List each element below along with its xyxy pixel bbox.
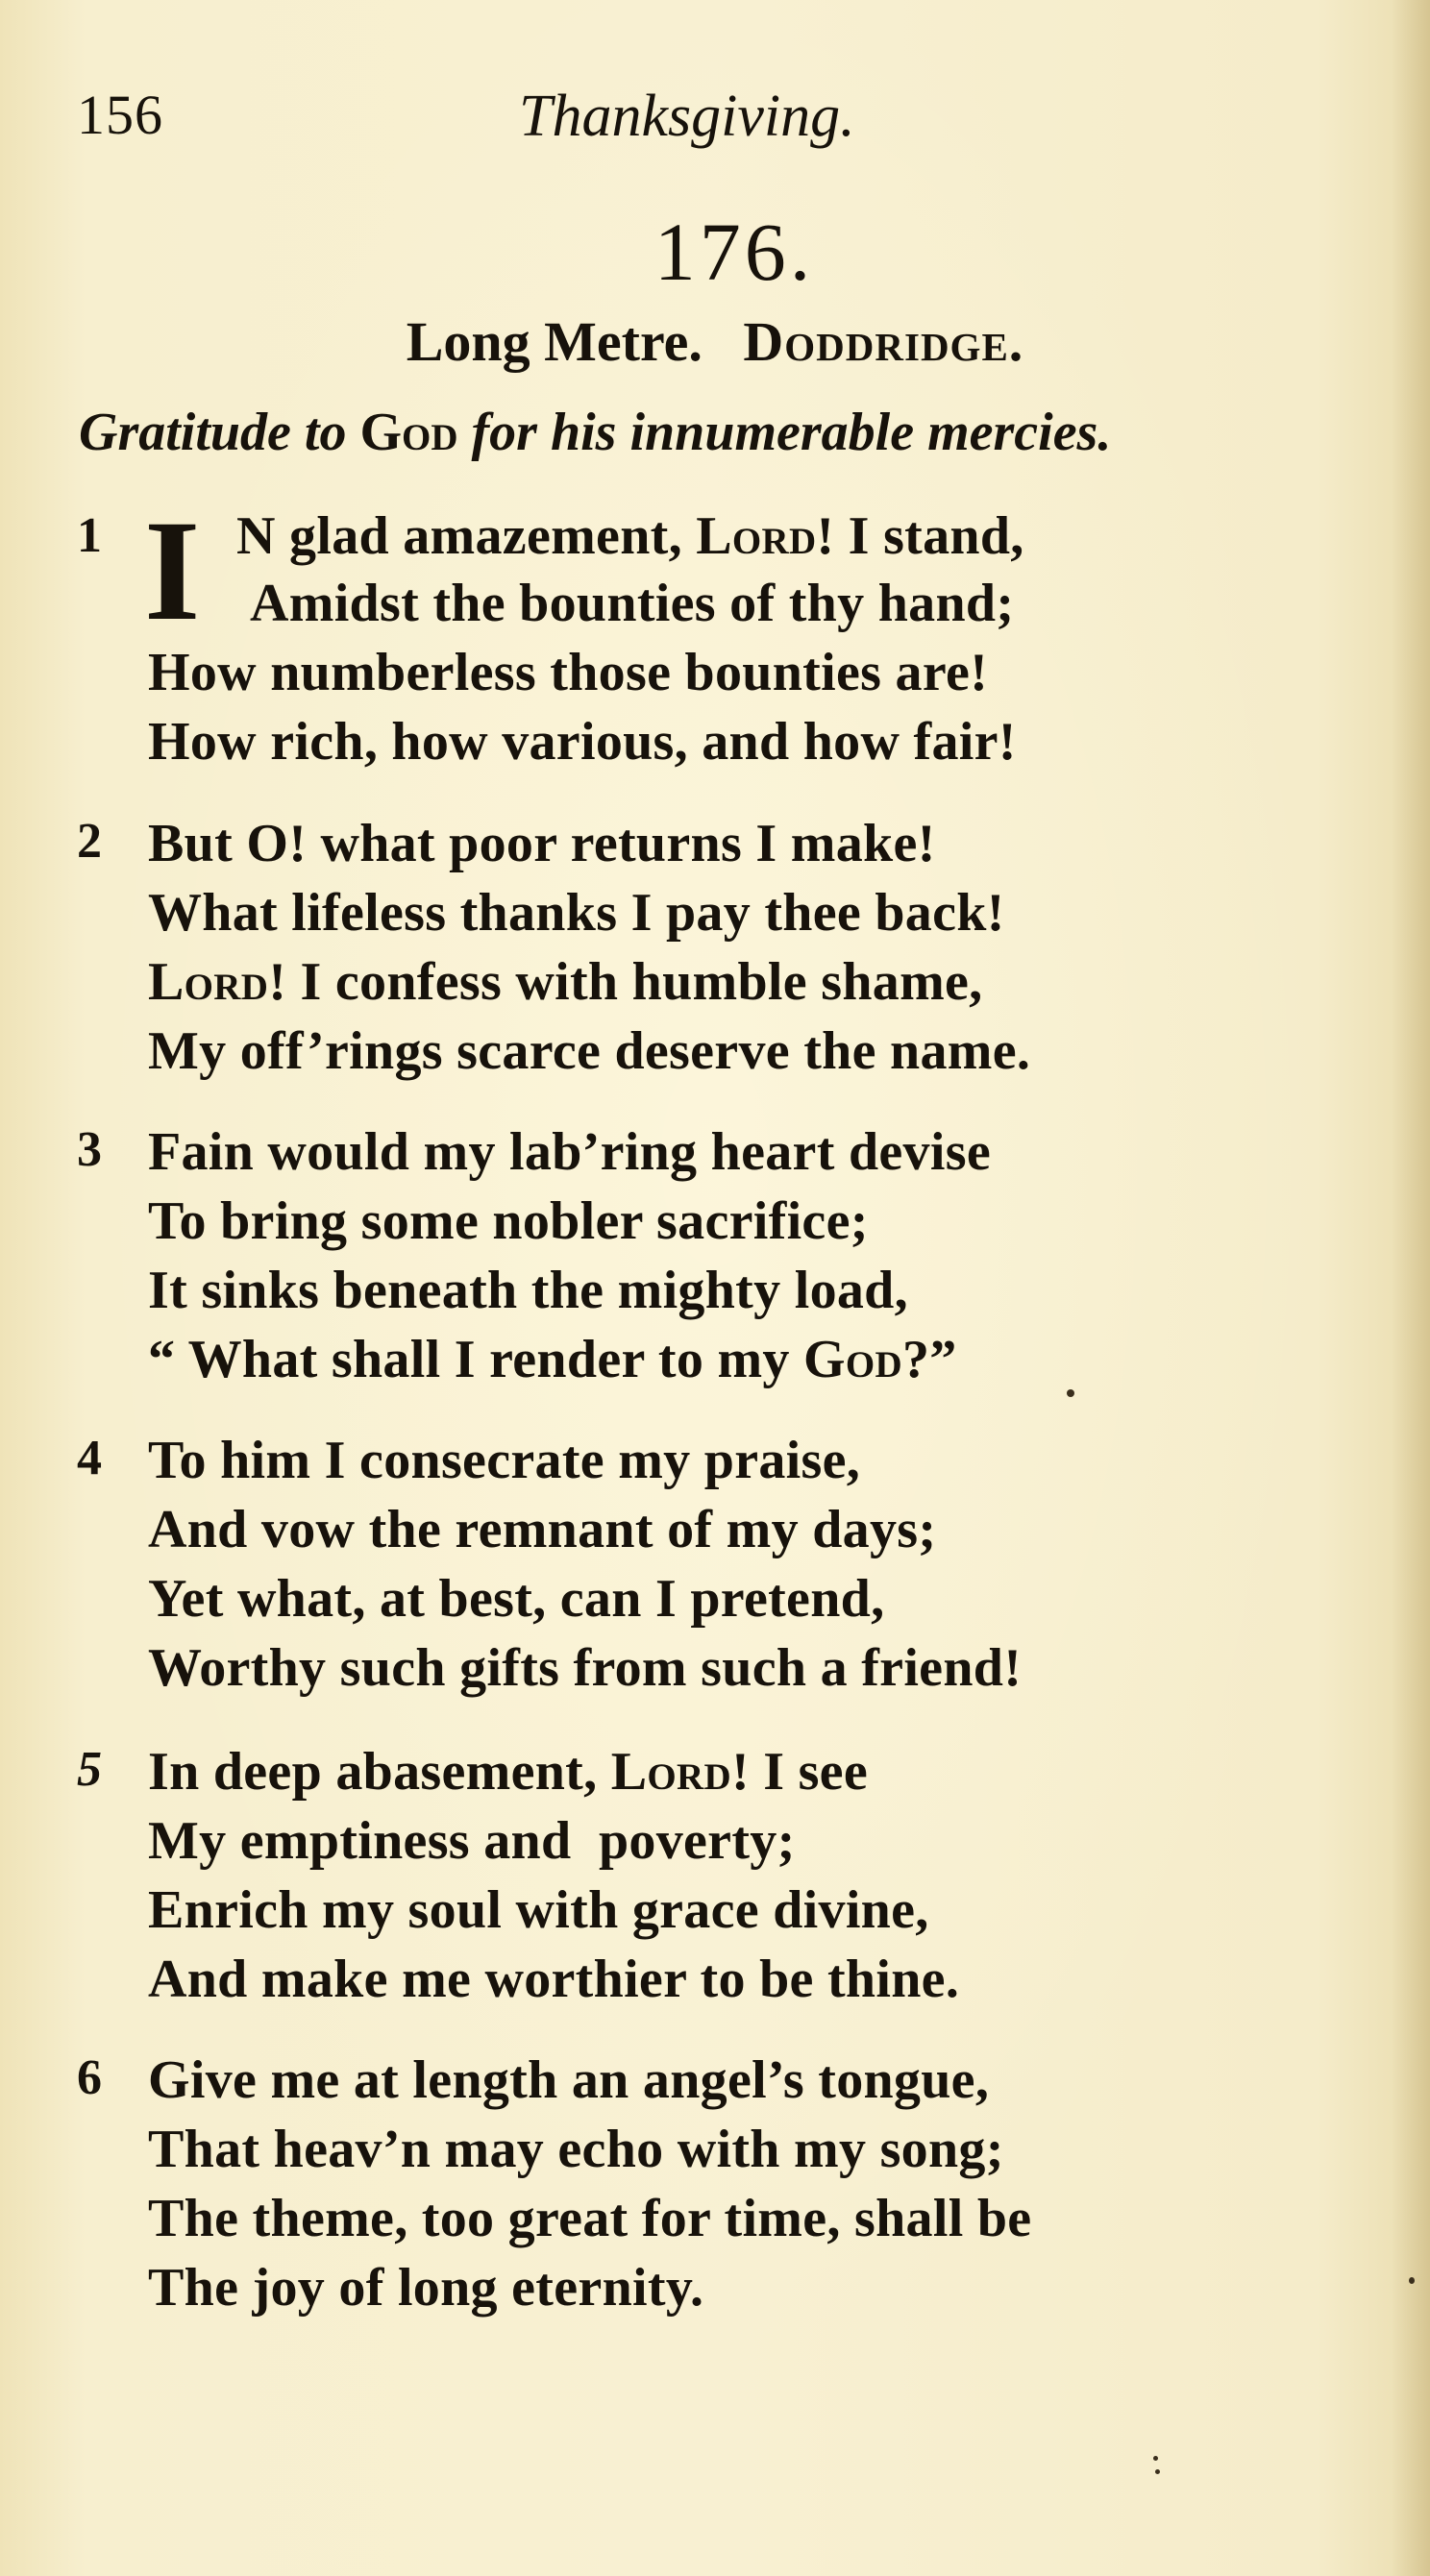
verse-line [148, 1568, 884, 1630]
ink-speck [1155, 2469, 1160, 2474]
verse-line [236, 505, 1024, 567]
verse-line [148, 1260, 908, 1321]
verse-text: Give me at length an angel’s tongue, [148, 2050, 990, 2110]
verse-text: Worthy such gifts from such a friend! [148, 1638, 1023, 1698]
verse-line [148, 1190, 869, 1252]
hymn-author: Doddridge. [743, 310, 1024, 373]
page-header [77, 83, 1326, 159]
verse-text: To him I consecrate my praise, [148, 1431, 861, 1490]
verse-smallcaps: God [803, 1330, 902, 1389]
stanza-number: 6 [77, 2050, 102, 2105]
verse-line [148, 1430, 860, 1491]
stanza-number: 3 [77, 1122, 102, 1177]
verse-text: My off’rings scarce deserve the name. [148, 1021, 1031, 1081]
hymn-meter: Long Metre. [406, 310, 703, 373]
running-head: Thanksgiving. [519, 84, 855, 149]
verse-smallcaps: Lord [148, 952, 269, 1012]
stanza-number: 2 [77, 814, 102, 869]
verse-text: Enrich my soul with grace divine, [148, 1880, 929, 1940]
verse-line [148, 2257, 703, 2318]
ink-speck [1067, 1389, 1074, 1397]
verse-line [148, 642, 988, 703]
verse-text: That heav’n may echo with my song; [148, 2120, 1004, 2179]
verse-line [148, 1741, 868, 1803]
verse-line [148, 1879, 929, 1941]
verse-text: It sinks beneath the mighty load, [148, 1261, 908, 1320]
verse-line [250, 573, 1014, 634]
verse-line [148, 813, 936, 874]
verse-line [148, 1121, 991, 1183]
subtitle-god: God [359, 403, 458, 462]
verse-text: But O! what poor returns I make! [148, 814, 936, 873]
subtitle-part-1: Gratitude to [79, 403, 347, 462]
verse-line [148, 1020, 1030, 1082]
verse-line [148, 882, 1005, 944]
verse-text: My emptiness and poverty; [148, 1811, 796, 1871]
stanza-number: 4 [77, 1431, 102, 1485]
hymn-meta [0, 309, 1430, 374]
hymn-number [0, 204, 1430, 300]
verse-text: ! I confess with humble shame, [268, 952, 983, 1012]
hymn-number-text: 176. [653, 206, 815, 298]
stanza-number: 5 [77, 1742, 102, 1797]
verse-text: ! I stand, [816, 506, 1024, 566]
page-edge-shadow [1392, 0, 1430, 2576]
verse-text: Fain would my lab’ring heart devise [148, 1122, 991, 1182]
verse-text: In deep abasement, [148, 1742, 611, 1802]
verse-line [148, 1949, 959, 2010]
verse-text: “ What shall I render to my [148, 1330, 804, 1389]
verse-line [148, 2119, 1004, 2180]
verse-text: N glad amazement, [236, 506, 697, 566]
verse-line [148, 1329, 957, 1390]
verse-smallcaps: Lord [610, 1742, 731, 1802]
verse-text: Amidst the bounties of thy hand; [250, 574, 1015, 633]
verse-text: To bring some nobler sacrifice; [148, 1191, 869, 1251]
verse-line [148, 1637, 1022, 1699]
hymn-subtitle [79, 402, 1111, 463]
verse-line [148, 951, 982, 1013]
verse-line [148, 711, 1017, 773]
verse-text: What lifeless thanks I pay thee back! [148, 883, 1005, 943]
verse-text: And make me worthier to be thine. [148, 1950, 960, 2009]
verse-text: And vow the remnant of my days; [148, 1500, 937, 1559]
stanza-number: 1 [77, 508, 102, 563]
page-number: 156 [77, 84, 163, 146]
verse-line [148, 1499, 936, 1560]
verse-text: ! I see [730, 1742, 868, 1802]
verse-line [148, 2049, 989, 2111]
verse-smallcaps: Lord [696, 506, 817, 566]
verse-text: How numberless those bounties are! [148, 643, 989, 702]
drop-cap: I [144, 491, 201, 650]
subtitle-part-2: for his innumerable mercies. [471, 403, 1112, 462]
verse-text: How rich, how various, and how fair! [148, 712, 1017, 772]
verse-line [148, 1810, 796, 1872]
verse-text: Yet what, at best, can I pretend, [148, 1569, 885, 1629]
ink-speck [1153, 2456, 1158, 2461]
verse-text: ?” [901, 1330, 957, 1389]
verse-line [148, 2188, 1031, 2249]
ink-speck [1409, 2277, 1415, 2284]
verse-text: The joy of long eternity. [148, 2258, 704, 2318]
verse-text: The theme, too great for time, shall be [148, 2189, 1032, 2248]
